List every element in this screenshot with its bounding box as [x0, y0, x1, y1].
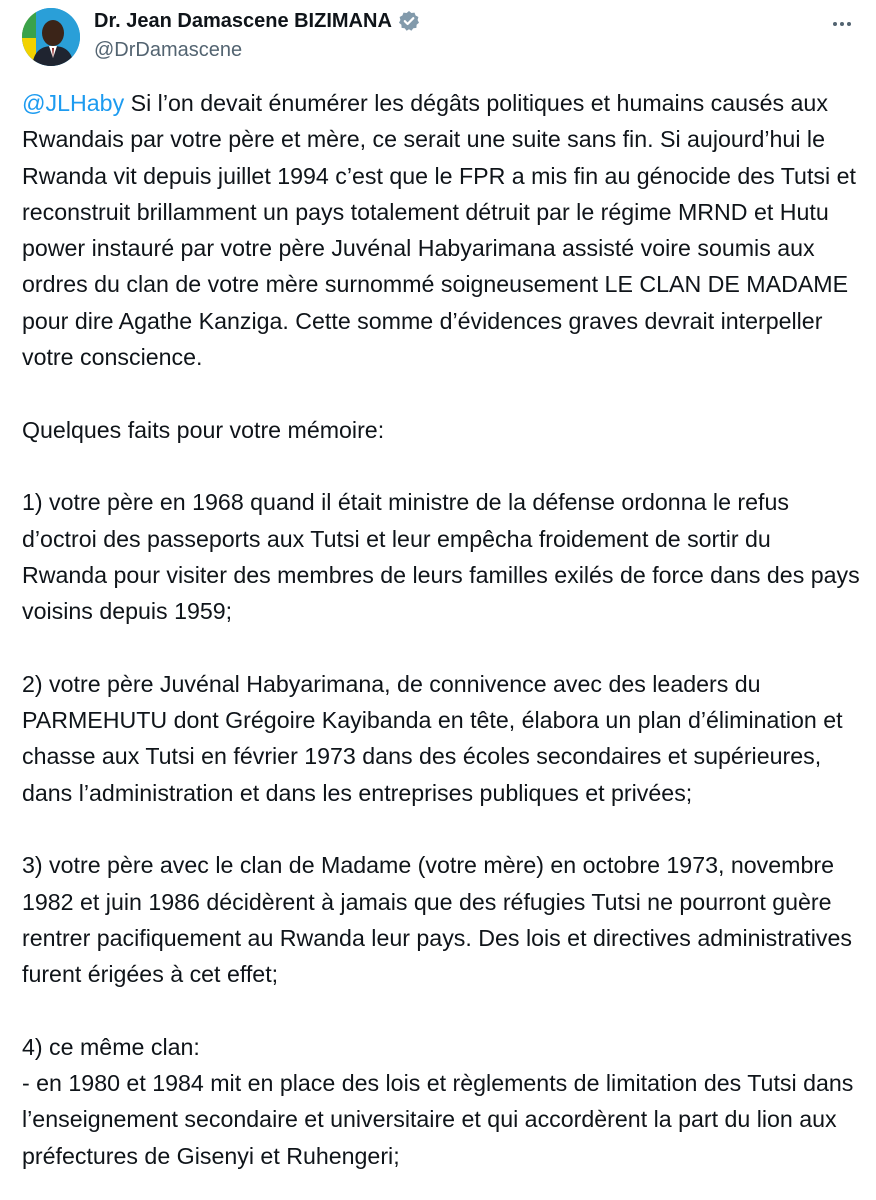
fact-4-heading: 4) ce même clan:: [22, 1033, 200, 1060]
paragraph-gap: [22, 375, 862, 411]
paragraph-gap: [22, 629, 862, 665]
tweet-header: [22, 0, 862, 80]
author-handle[interactable]: @DrDamascene: [94, 39, 243, 61]
display-name[interactable]: Dr. Jean Damascene BIZIMANA: [94, 10, 392, 32]
fact-1: 1) votre père en 1968 quand il était ministre de la défense ordonna le refus d’octroi des passeports aux Tutsi et leur empêcha froidement de sortir du Rwanda pour visiter des membres de leurs familles exilés de force dans des pays voisins depuis 1959;: [22, 489, 860, 625]
fact-4-item-1: - en 1980 et 1984 mit en place des lois et règlements de limitation des Tutsi dans l’enseignement secondaire et universitaire et qui accordèrent la part du lion aux préfectures de Gisenyi et Ruhengeri;: [22, 1070, 854, 1169]
name-row: [94, 8, 420, 34]
tweet-intro: [22, 85, 862, 375]
avatar-image: [22, 8, 80, 66]
verified-badge-icon: [398, 10, 420, 32]
more-options-icon[interactable]: [828, 10, 856, 38]
mention-link[interactable]: @JLHaby: [22, 90, 125, 116]
paragraph-gap: [22, 992, 862, 1028]
fact-3: 3) votre père avec le clan de Madame (votre mère) en octobre 1973, novembre 1982 et juin 1986 décidèrent à jamais que des réfugies Tutsi ne pourront guère rentrer pacifiquement au Rwanda leur pays. Des lois et directives administratives furent érigées à cet effet;: [22, 852, 852, 988]
paragraph-gap: [22, 811, 862, 847]
avatar[interactable]: [22, 8, 80, 66]
tweet-text: [22, 85, 862, 1174]
paragraph-gap: [22, 448, 862, 484]
facts-heading: Quelques faits pour votre mémoire:: [22, 416, 385, 443]
fact-2: 2) votre père Juvénal Habyarimana, de connivence avec des leaders du PARMEHUTU dont Grégoire Kayibanda en tête, élabora un plan d’élimination et chasse aux Tutsi en février 1973 dans des écoles secondaires et supérieures, dans l’administration et dans les entreprises publiques et privées;: [22, 670, 843, 806]
intro-text: Si l’on devait énumérer les dégâts politiques et humains causés aux Rwandais par votre père et mère, ce serait une suite sans fin. Si aujourd’hui le Rwanda vit depuis juillet 1994 c’est que le FPR a mis fin au génocide des Tutsi et reconstruit brillamment un pays totalement détruit par le régime MRND et Hutu power instauré par votre père Juvénal Habyarimana assisté voire soumis aux ordres du clan de votre mère surnommé soigneusement LE CLAN DE MADAME pour dire Agathe Kanziga. Cette somme d’évidences graves devrait interpeller votre conscience.: [22, 90, 856, 371]
